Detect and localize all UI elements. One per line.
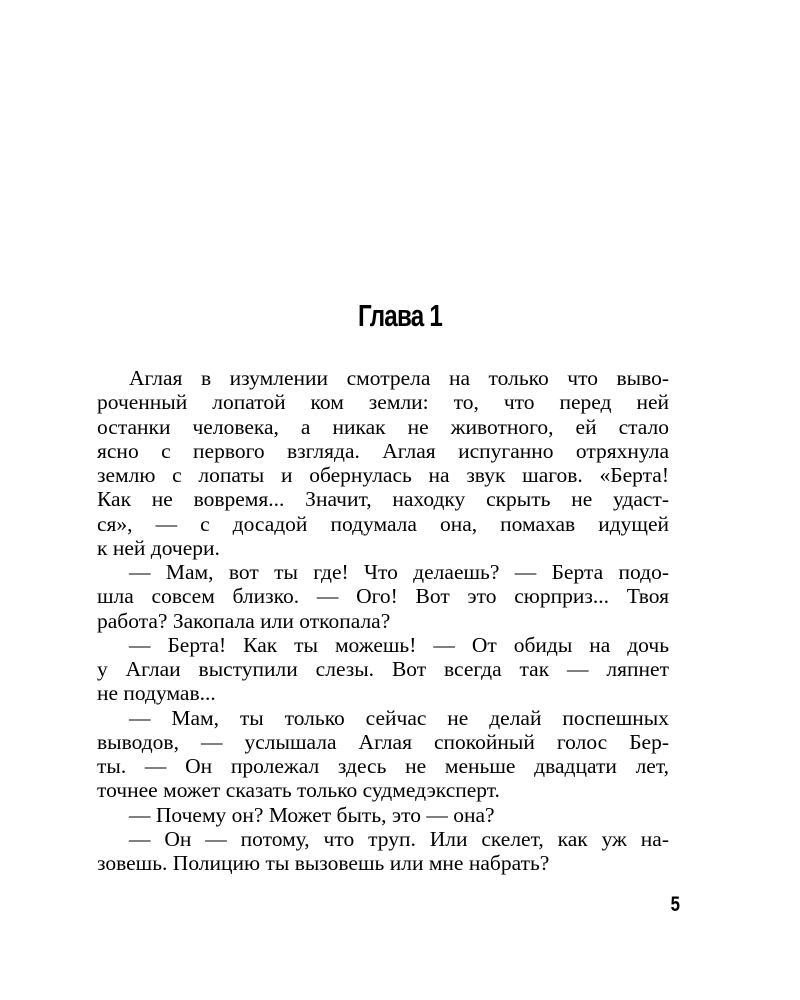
- text-line: роченный лопатой ком земли: то, что перед ней: [97, 390, 669, 415]
- chapter-title: Глава 1: [357, 298, 443, 333]
- text-line: Как не вовремя... Значит, находку скрыть не удаст-: [97, 487, 669, 512]
- text-line: не подумав...: [97, 681, 216, 706]
- text-line: — Мам, ты только сейчас не делай поспешных: [129, 705, 669, 730]
- text-line: — Берта! Как ты можешь! — От обиды на дочь: [129, 632, 669, 657]
- body-text: [97, 366, 669, 875]
- text-line: ясно с первого взгляда. Аглая испуганно отряхнула: [97, 438, 669, 463]
- text-line: у Аглаи выступили слезы. Вот всегда так — ляпнет: [97, 657, 669, 681]
- text-line: — Почему он? Может быть, это — она?: [129, 802, 495, 827]
- text-line: останки человека, а никак не животного, ей стало: [97, 414, 669, 439]
- text-line: к ней дочери.: [97, 535, 220, 560]
- text-line: выводов, — услышала Аглая спокойный голос Бер-: [97, 729, 669, 754]
- text-line: точнее может сказать только судмедэксперт.: [97, 778, 500, 803]
- text-line: работа? Закопала или откопала?: [97, 608, 391, 633]
- text-line: ся», — с досадой подумала она, помахав идущей: [97, 511, 669, 536]
- text-line: ты. — Он пролежал здесь не меньше двадцати лет,: [97, 754, 669, 778]
- text-line: Аглая в изумлении смотрела на только что выво-: [129, 366, 669, 390]
- text-line: — Мам, вот ты где! Что делаешь? — Берта подо-: [129, 560, 669, 584]
- text-line: шла совсем близко. — Ого! Вот это сюрприз... Твоя: [97, 584, 669, 609]
- text-line: зовешь. Полицию ты вызовешь или мне набрать?: [97, 851, 550, 875]
- text-line: землю с лопаты и обернулась на звук шагов. «Берта!: [97, 463, 669, 487]
- text-line: — Он — потому, что труп. Или скелет, как уж на-: [129, 826, 669, 851]
- page-number: 5: [670, 893, 680, 916]
